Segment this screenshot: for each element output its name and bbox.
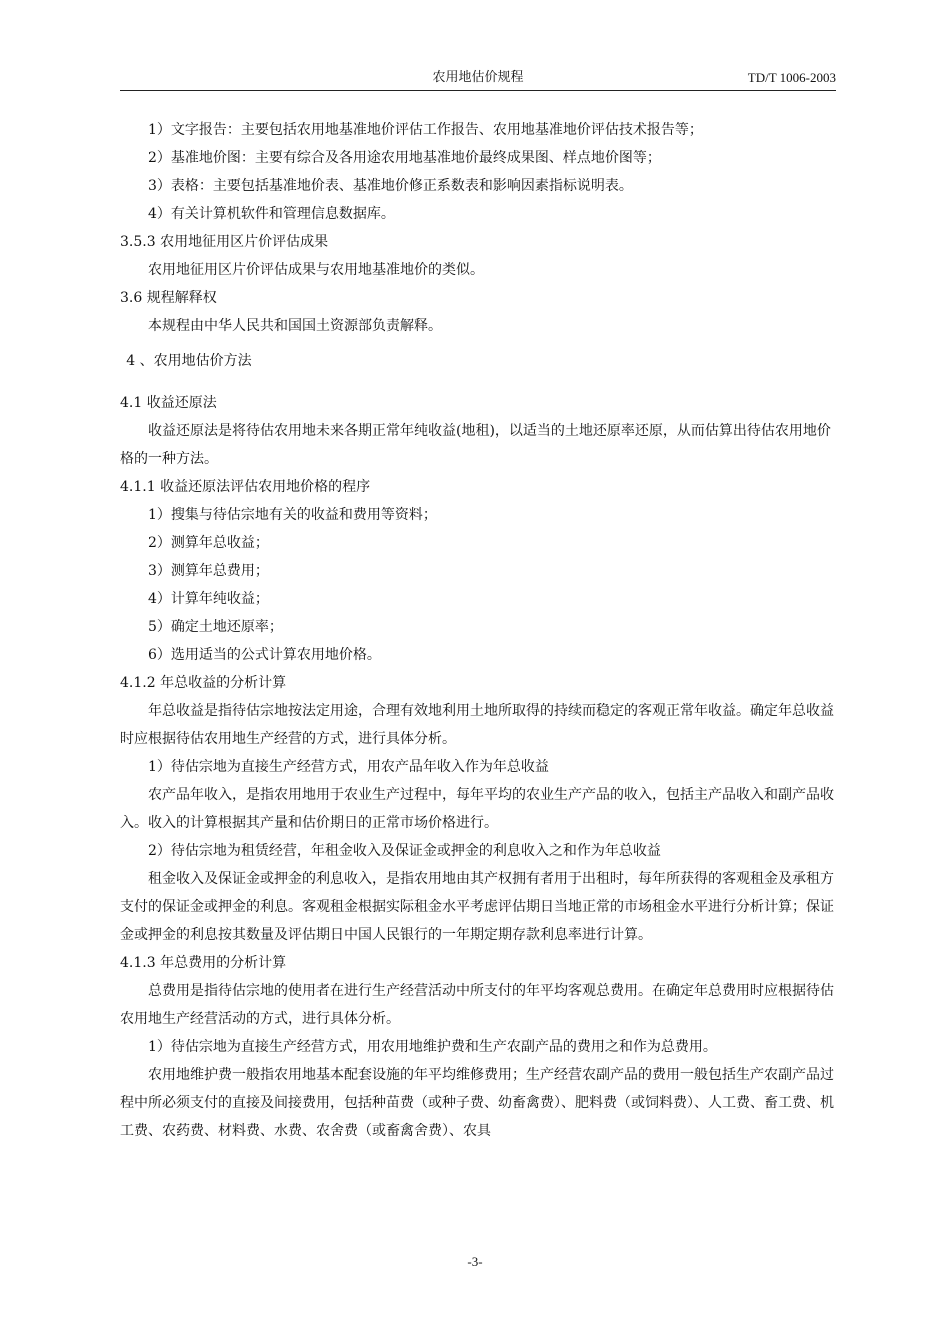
page-number: -3-	[467, 1254, 483, 1269]
paragraph: 农用地征用区片价评估成果与农用地基准地价的类似。	[148, 262, 484, 278]
list-item: 1）文字报告：主要包括农用地基准地价评估工作报告、农用地基准地价评估技术报告等；	[148, 122, 703, 138]
paragraph: 年总收益是指待估宗地按法定用途，合理有效地利用土地所取得的持续而稳定的客观正常年收益。确定年总收益时应根据待估农用地生产经营的方式，进行具体分析。	[120, 703, 834, 747]
list-item: 1）待估宗地为直接生产经营方式，用农用地维护费和生产农副产品的费用之和作为总费用。	[148, 1039, 717, 1055]
list-item: 1）待估宗地为直接生产经营方式，用农产品年收入作为年总收益	[148, 759, 549, 775]
paragraph: 租金收入及保证金或押金的利息收入，是指农用地由其产权拥有者用于出租时，每年所获得的客观租金及承租方支付的保证金或押金的利息。客观租金根据实际租金水平考虑评估期日当地正常的市场租金水平进行分析计算；保证金或押金的利息按其数量及评估期日中国人民银行的一年期定期存款利息率进行计算。	[120, 871, 834, 943]
list-item: 2）待估宗地为租赁经营，年租金收入及保证金或押金的利息收入之和作为年总收益	[148, 843, 661, 859]
list-item: 2）测算年总收益；	[148, 535, 269, 551]
header-title: 农用地估价规程	[432, 70, 524, 85]
list-item: 4）计算年纯收益；	[148, 591, 269, 607]
list-item: 4）有关计算机软件和管理信息数据库。	[148, 206, 395, 222]
running-header	[120, 68, 836, 91]
section-heading-4-1: 4.1 收益还原法	[120, 395, 217, 411]
paragraph: 农产品年收入，是指农用地用于农业生产过程中，每年平均的农业生产产品的收入，包括主产品收入和副产品收入。收入的计算根据其产量和估价期日的正常市场价格进行。	[120, 787, 834, 831]
paragraph: 本规程由中华人民共和国国土资源部负责解释。	[148, 318, 442, 334]
chapter-heading-4: 4 、农用地估价方法	[126, 353, 252, 369]
paragraph: 总费用是指待估宗地的使用者在进行生产经营活动中所支付的年平均客观总费用。在确定年总费用时应根据待估农用地生产经营活动的方式，进行具体分析。	[120, 983, 834, 1027]
section-heading-4-1-2: 4.1.2 年总收益的分析计算	[120, 675, 287, 691]
paragraph: 收益还原法是将待估农用地未来各期正常年纯收益(地租)，以适当的土地还原率还原，从而估算出待估农用地价格的一种方法。	[120, 423, 831, 467]
list-item: 3）测算年总费用；	[148, 563, 269, 579]
paragraph: 农用地维护费一般指农用地基本配套设施的年平均维修费用；生产经营农副产品的费用一般包括生产农副产品过程中所必须支付的直接及间接费用，包括种苗费（或种子费、幼畜禽费）、肥料费（或饲料费）、人工费、畜工费、机工费、农药费、材料费、水费、农舍费（或畜禽舍费）、农具	[120, 1067, 834, 1139]
section-heading-4-1-3: 4.1.3 年总费用的分析计算	[120, 955, 287, 971]
list-item: 5）确定土地还原率；	[148, 619, 283, 635]
list-item: 3）表格：主要包括基准地价表、基准地价修正系数表和影响因素指标说明表。	[148, 178, 633, 194]
document-body	[120, 116, 836, 1145]
list-item: 2）基准地价图：主要有综合及各用途农用地基准地价最终成果图、样点地价图等；	[148, 150, 661, 166]
section-heading-3-6: 3.6 规程解释权	[120, 290, 217, 306]
header-standard-code: TD/T 1006-2003	[747, 70, 836, 85]
section-heading-4-1-1: 4.1.1 收益还原法评估农用地价格的程序	[120, 479, 371, 495]
list-item: 1）搜集与待估宗地有关的收益和费用等资料；	[148, 507, 437, 523]
section-heading-3-5-3: 3.5.3 农用地征用区片价评估成果	[120, 234, 329, 250]
list-item: 6）选用适当的公式计算农用地价格。	[148, 647, 381, 663]
